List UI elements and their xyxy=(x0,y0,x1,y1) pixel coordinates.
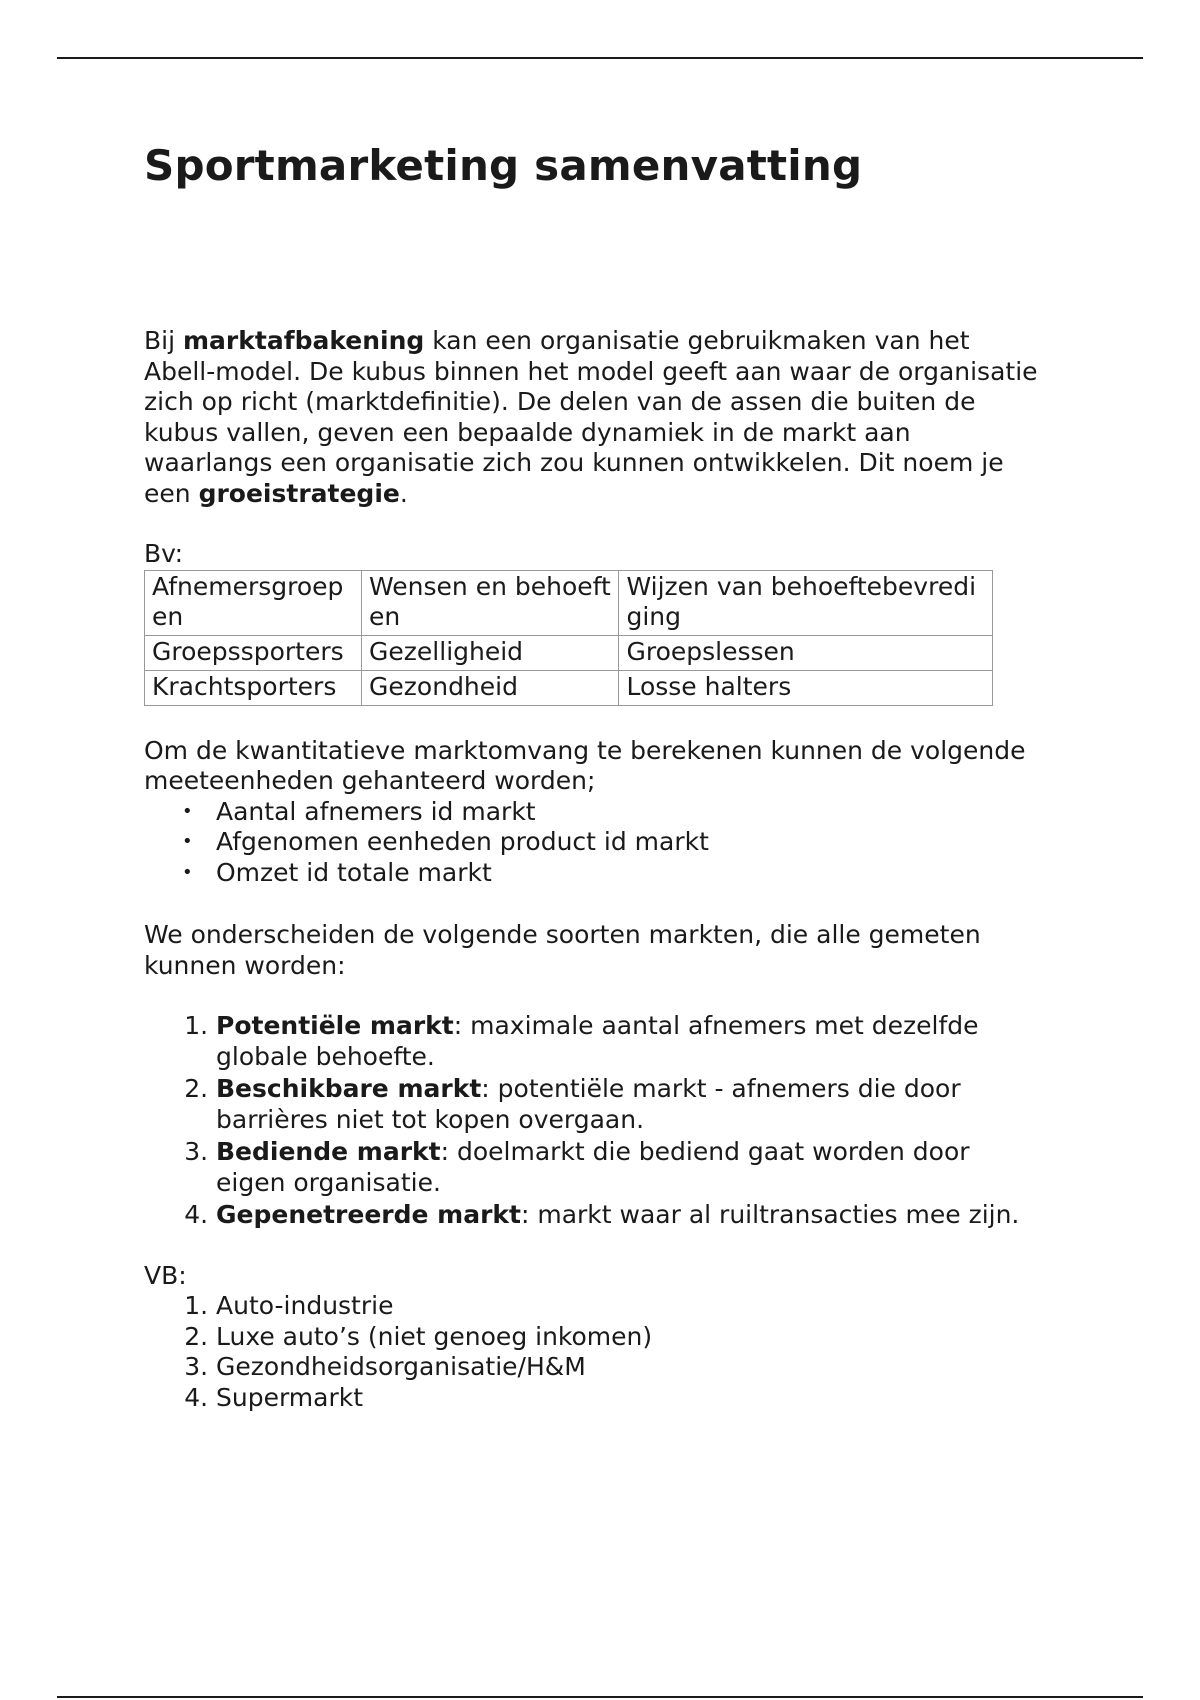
list-item xyxy=(216,1074,1044,1135)
intro-text-3: . xyxy=(399,478,408,508)
table-row xyxy=(145,670,993,705)
market-term: Potentiële markt xyxy=(216,1011,454,1040)
list-item: • Omzet id totale markt xyxy=(216,858,1044,889)
intro-text-1: Bij xyxy=(144,326,183,355)
table-cell: Groepssporters xyxy=(145,635,362,670)
market-term: Bediende markt xyxy=(216,1137,441,1166)
market-desc: : markt waar al ruiltransacties mee zijn. xyxy=(520,1200,1020,1229)
table-cell: Krachtsporters xyxy=(145,670,362,705)
quantitative-intro: Om de kwantitatieve marktomvang te berekenen kunnen de volgende meeteenheden gehanteerd worden; xyxy=(144,735,1026,795)
page-title: Sportmarketing samenvatting xyxy=(144,141,863,190)
intro-paragraph xyxy=(144,326,1044,509)
list-item: 1. Auto-industrie xyxy=(216,1291,1044,1322)
market-desc: : maximale aantal afnemers met dezelfde globale behoefte. xyxy=(216,1011,979,1071)
table-header-cell: Wijzen van behoeftebevrediging xyxy=(619,570,993,635)
bottom-rule xyxy=(57,1696,1143,1698)
list-item xyxy=(216,1137,1044,1198)
table-header-cell: Wensen en behoeften xyxy=(362,570,619,635)
list-item: 4. Supermarkt xyxy=(216,1383,1044,1414)
market-term: Gepenetreerde markt xyxy=(216,1200,521,1229)
table-cell: Gezelligheid xyxy=(362,635,619,670)
list-item: • Aantal afnemers id markt xyxy=(216,797,1044,828)
list-item xyxy=(216,1200,1044,1231)
list-item: • Afgenomen eenheden product id markt xyxy=(216,827,1044,858)
market-desc: : doelmarkt die bediend gaat worden door eigen organisatie. xyxy=(216,1137,970,1197)
markets-intro: We onderscheiden de volgende soorten markten, die alle gemeten kunnen worden: xyxy=(144,920,981,980)
quantitative-list xyxy=(144,797,1044,889)
table-header-cell: Afnemersgroepen xyxy=(145,570,362,635)
market-term: Beschikbare markt xyxy=(216,1074,482,1103)
examples-list xyxy=(144,1291,1044,1413)
vb-label: VB: xyxy=(144,1260,187,1290)
list-item: 2. Luxe auto’s (niet genoeg inkomen) xyxy=(216,1322,1044,1353)
market-desc: : potentiële markt - afnemers die door barrières niet tot kopen overgaan. xyxy=(216,1074,961,1134)
list-item xyxy=(216,1011,1044,1072)
intro-term-groeistrategie: groeistrategie xyxy=(198,478,400,508)
document-page xyxy=(144,138,1044,1413)
bv-label: Bv: xyxy=(144,539,184,568)
abell-table xyxy=(144,570,993,706)
markets-list xyxy=(144,1011,1044,1231)
table-cell: Losse halters xyxy=(619,670,993,705)
table-row xyxy=(145,635,993,670)
table-cell: Gezondheid xyxy=(362,670,619,705)
intro-text-2: kan een organisatie gebruikmaken van het Abell-model. De kubus binnen het model geeft aan waar de organisatie zich op richt (marktdefinitie). De delen van de assen die buiten de kubus vallen, geven een bepaalde dynamiek in de markt aan waarlangs een organisatie zich zou kunnen ontwikkelen. Dit noem je een xyxy=(144,326,1038,508)
list-item: 3. Gezondheidsorganisatie/H&M xyxy=(216,1352,1044,1383)
table-cell: Groepslessen xyxy=(619,635,993,670)
top-rule xyxy=(57,57,1143,59)
intro-term-marktafbakening: marktafbakening xyxy=(183,326,425,355)
table-header-row xyxy=(145,570,993,635)
